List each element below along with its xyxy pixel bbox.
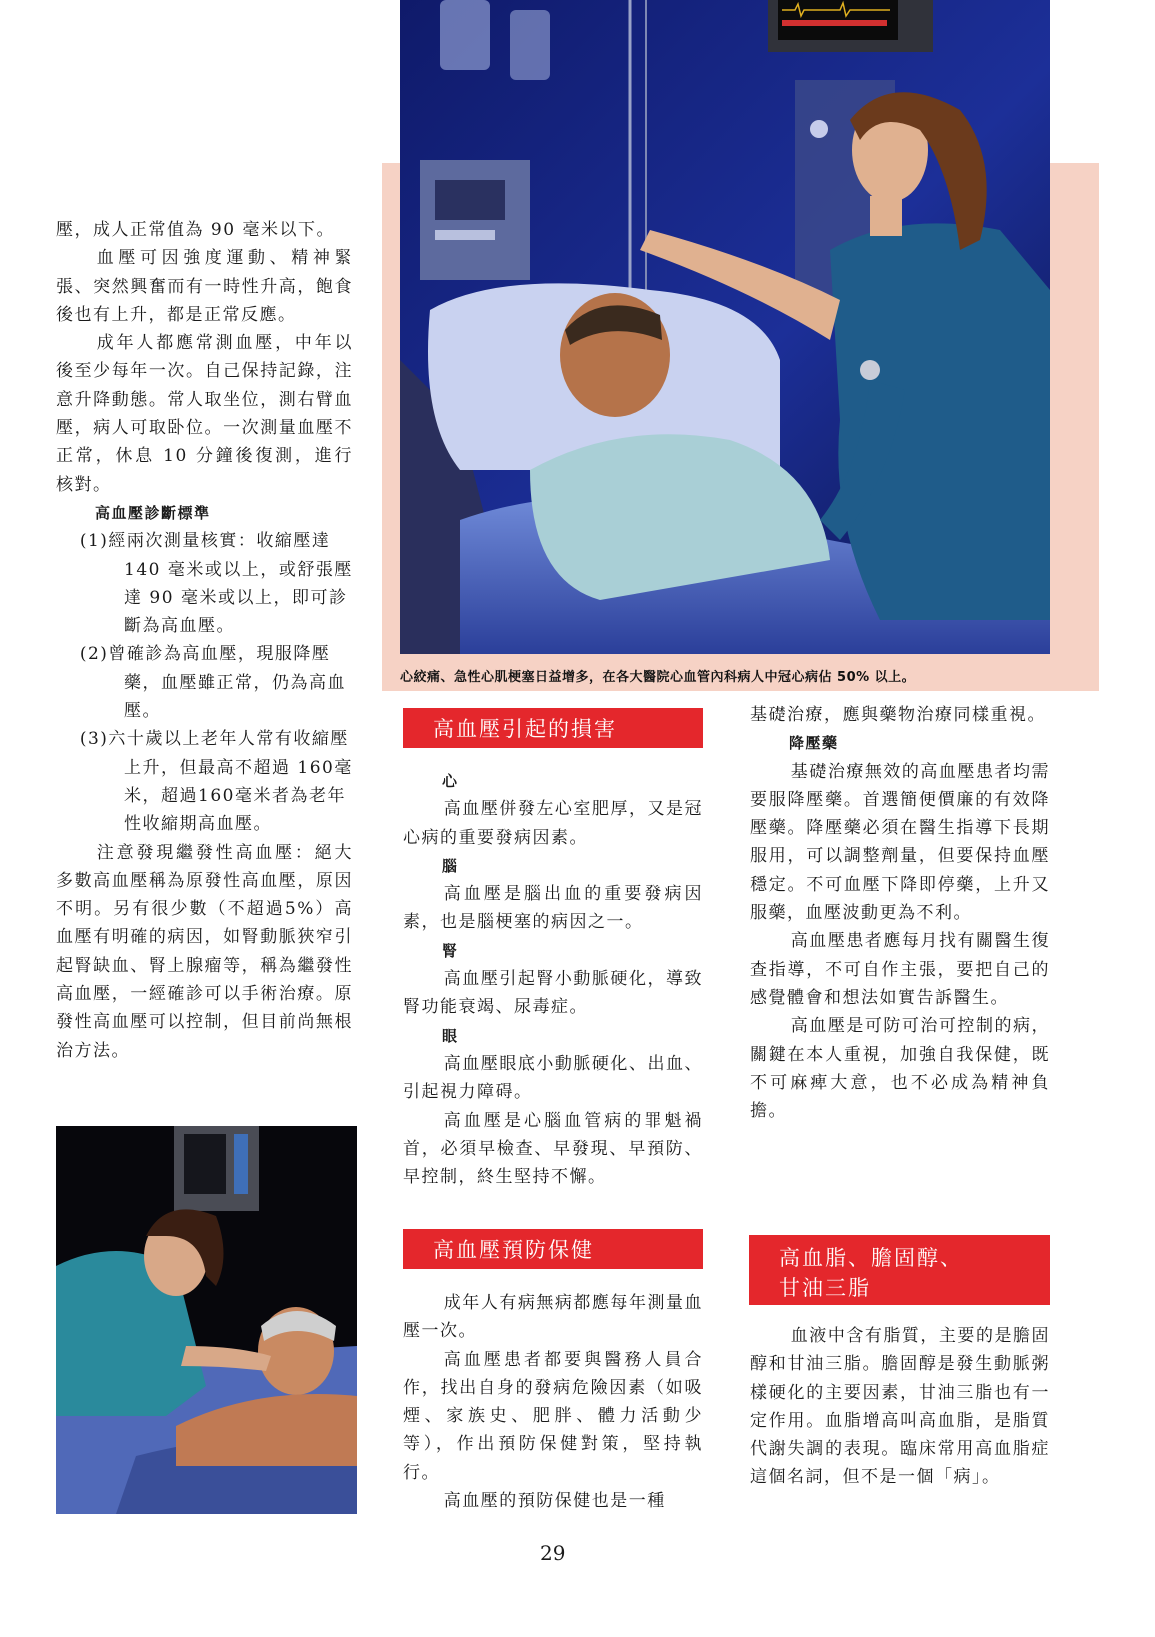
- prevention-paragraph-1: 成年人有病無病都應每年測量血壓一次。: [403, 1293, 703, 1342]
- top-photo: [400, 0, 1050, 654]
- drug-heading: 降壓藥: [789, 734, 839, 753]
- left-paragraph-1: 壓，成人正常值為 90 毫米以下。: [56, 220, 335, 240]
- left-paragraph-4: 注意發現繼發性高血壓：絕大多數高血壓稱為原發性高血壓，原因不明。另有很少數（不超過5%）高血壓有明確的病因，如腎動脈狹窄引起腎缺血、腎上腺瘤等，稱為繼發性高血壓，一經確診可以手術治療。原發性高血壓可以控制，但目前尚無根治方法。: [56, 842, 353, 1061]
- section-heading-lipids: [749, 1235, 1050, 1305]
- kidney-heading: 腎: [442, 941, 459, 960]
- criteria-item-3: (3)六十歲以上老年人常有收縮壓上升，但最高不超過 160毫米，超過160毫米者為老年性收縮期高血壓。: [79, 729, 353, 835]
- diagnosis-criteria-heading: 高血壓診斷標準: [95, 503, 211, 522]
- prevention-paragraph-3: 高血壓的預防保健也是一種: [443, 1491, 666, 1512]
- heart-heading: 心: [442, 772, 459, 790]
- kidney-text: 高血壓引起腎小動脈硬化，導致腎功能衰竭、尿毒症。: [403, 969, 703, 1018]
- right-text-column: [750, 701, 1050, 1125]
- lipids-paragraph-1: 血液中含有脂質，主要的是膽固醇和甘油三脂。膽固醇是發生動脈粥樣硬化的主要因素，甘油三脂也有一定作用。血脂增高叫高血脂，是脂質代謝失調的表現。臨床常用高血脂症這個名詞，但不是一個「病」。: [750, 1326, 1050, 1488]
- section-heading-damage: 高血壓引起的損害: [403, 708, 703, 748]
- left-paragraph-2: 血壓可因強度運動、精神緊張、突然興奮而有一時性升高，飽食後也有上升，都是正常反應。: [56, 248, 353, 325]
- left-text-column: [56, 216, 353, 1065]
- icu-scene-illustration: [400, 0, 1050, 654]
- drug-paragraph-1: 基礎治療無效的高血壓患者均需要服降壓藥。首選簡便價廉的有效降壓藥。降壓藥必須在醫生指導下長期服用，可以調整劑量，但要保持血壓穩定。不可血壓下降即停藥，上升又服藥，血壓波動更為不利。: [750, 761, 1050, 924]
- middle-text-column: [403, 767, 703, 1191]
- criteria-item-1: (1)經兩次測量核實：收縮壓達 140 毫米或以上，或舒張壓達 90 毫米或以上，即可診斷為高血壓。: [79, 531, 353, 637]
- photo-caption: 心絞痛、急性心肌梗塞日益增多，在各大醫院心血管內科病人中冠心病佔 50% 以上。: [400, 670, 916, 685]
- criteria-item-2: (2)曾確診為高血壓，現服降壓藥，血壓雖正常，仍為高血壓。: [79, 644, 346, 722]
- section-heading-prevention: 高血壓預防保健: [403, 1229, 703, 1269]
- drug-paragraph-2: 高血壓患者應每月找有關醫生復查指導，不可自作主張，要把自己的感覺體會和想法如實告訴醫生。: [750, 931, 1050, 1008]
- bottom-left-photo: [56, 1126, 357, 1514]
- drug-paragraph-3: 高血壓是可防可治可控制的病，關鍵在本人重視，加強自我保健，既不可麻痺大意，也不必成為精神負擔。: [750, 1016, 1050, 1122]
- eye-heading: 眼: [442, 1026, 459, 1045]
- brain-heading: 腦: [442, 856, 459, 875]
- brain-text: 高血壓是腦出血的重要發病因素，也是腦梗塞的病因之一。: [403, 884, 703, 933]
- continued-paragraph: 基礎治療，應與藥物治療同樣重視。: [750, 705, 1046, 725]
- lipids-text: [750, 1322, 1050, 1492]
- damage-closing-text: 高血壓是心腦血管病的罪魁禍首，必須早檢查、早發現、早預防、早控制，終生堅持不懈。: [403, 1110, 703, 1188]
- doctor-exam-illustration: [56, 1126, 357, 1514]
- heart-text: 高血壓併發左心室肥厚，又是冠心病的重要發病因素。: [403, 799, 703, 848]
- prevention-paragraph-2: 高血壓患者都要與醫務人員合作，找出自身的發病危險因素（如吸煙、家族史、肥胖、體力活動少等），作出預防保健對策，堅持執行。: [403, 1349, 703, 1483]
- left-paragraph-3: 成年人都應常測血壓，中年以後至少每年一次。自己保持記錄，注意升降動態。常人取坐位，測右臂血壓，病人可取卧位。一次測量血壓不正常，休息 10 分鐘後復測，進行核對。: [56, 333, 353, 495]
- prevention-text: [403, 1289, 703, 1515]
- eye-text: 高血壓眼底小動脈硬化、出血、引起視力障碍。: [403, 1053, 703, 1103]
- page-number: 29: [540, 1541, 566, 1565]
- lipids-title-line-1: 高血脂、膽固醇、: [779, 1246, 963, 1270]
- lipids-title-line-2: 甘油三脂: [779, 1276, 871, 1300]
